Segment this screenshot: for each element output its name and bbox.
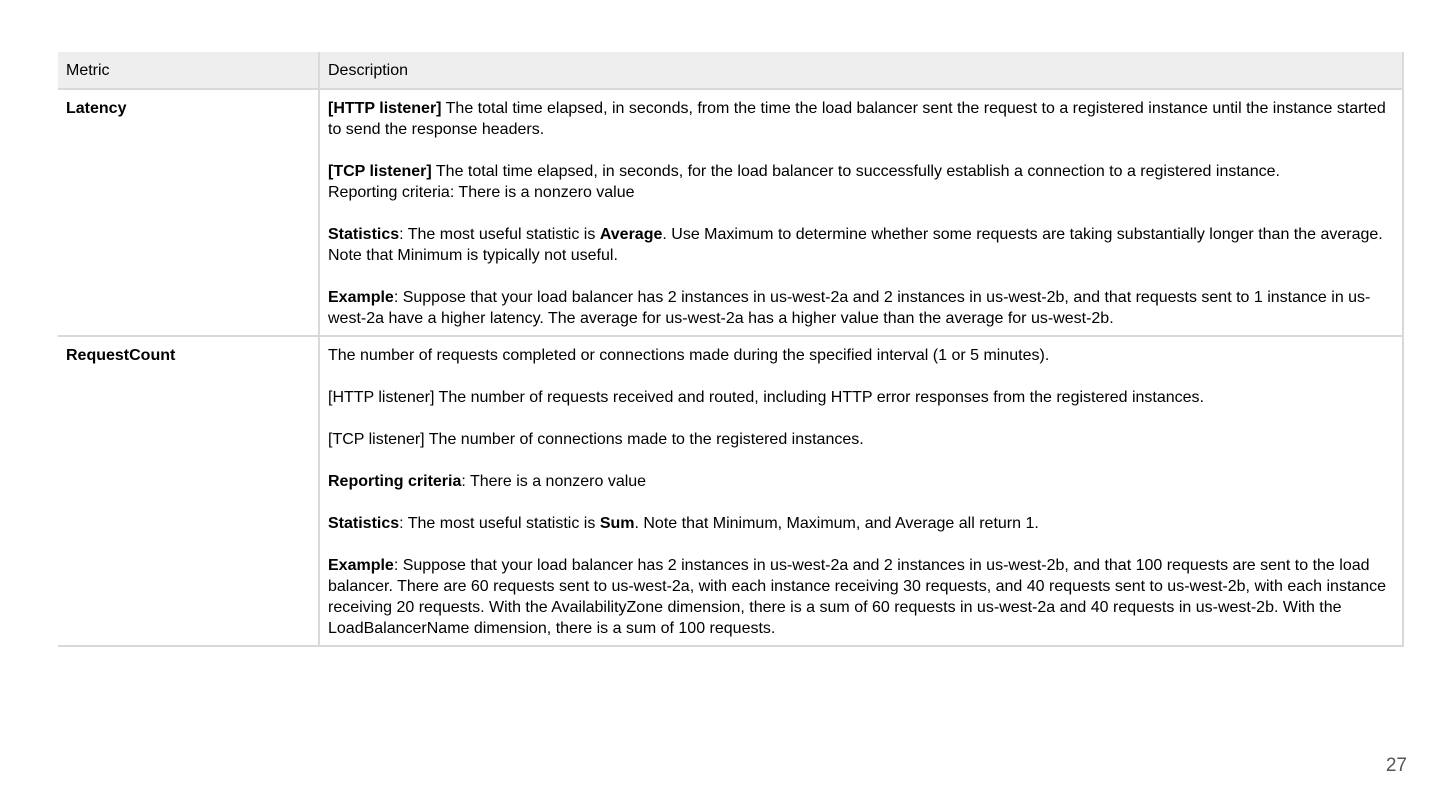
description-paragraph: Reporting criteria: There is a nonzero value — [328, 473, 647, 490]
metric-description-requestcount — [319, 336, 1403, 646]
description-paragraph: Statistics: The most useful statistic is Average. Use Maximum to determine whether some requests are taking substantially longer than the average. Note that Minimum is typically not useful. — [328, 226, 1383, 264]
description-paragraph: The number of requests completed or connections made during the specified interval (1 or 5 minutes). — [328, 347, 1050, 364]
description-paragraph: [TCP listener] The number of connections made to the registered instances. — [328, 431, 864, 448]
description-paragraph: [TCP listener] The total time elapsed, in seconds, for the load balancer to successfully establish a connection to a registered instance. — [328, 163, 1280, 180]
description-paragraph: Statistics: The most useful statistic is Sum. Note that Minimum, Maximum, and Average all return 1. — [328, 515, 1039, 532]
description-paragraph: [HTTP listener] The number of requests received and routed, including HTTP error responses from the registered instances. — [328, 389, 1204, 406]
description-paragraph: Reporting criteria: There is a nonzero value — [328, 184, 635, 201]
header-description: Description — [319, 52, 1403, 89]
table-row — [58, 89, 1403, 336]
metric-name-requestcount: RequestCount — [58, 336, 319, 646]
metric-name-latency: Latency — [58, 89, 319, 336]
table-header-row — [58, 52, 1403, 89]
description-paragraph: [HTTP listener] The total time elapsed, in seconds, from the time the load balancer sent the request to a registered instance until the instance started to send the response headers. — [328, 100, 1386, 138]
description-paragraph: Example: Suppose that your load balancer has 2 instances in us-west-2a and 2 instances in us-west-2b, and that requests sent to 1 instance in us-west-2a have a higher latency. The average for us-west-2a has a higher value than the average for us-west-2b. — [328, 289, 1371, 327]
metrics-table — [58, 52, 1404, 647]
description-paragraph: Example: Suppose that your load balancer has 2 instances in us-west-2a and 2 instances in us-west-2b, and that 100 requests are sent to the load balancer. There are 60 requests sent to us-west-2a, with each instance receiving 30 requests, and 40 requests sent to us-west-2b, with each instance receiving 20 requests. With the AvailabilityZone dimension, there is a sum of 60 requests in us-west-2a and 40 requests in us-west-2b. With the LoadBalancerName dimension, there is a sum of 100 requests. — [328, 557, 1387, 637]
page-number: 27 — [1385, 755, 1407, 776]
header-metric: Metric — [58, 52, 319, 89]
metric-description-latency — [319, 89, 1403, 336]
table-row — [58, 336, 1403, 646]
